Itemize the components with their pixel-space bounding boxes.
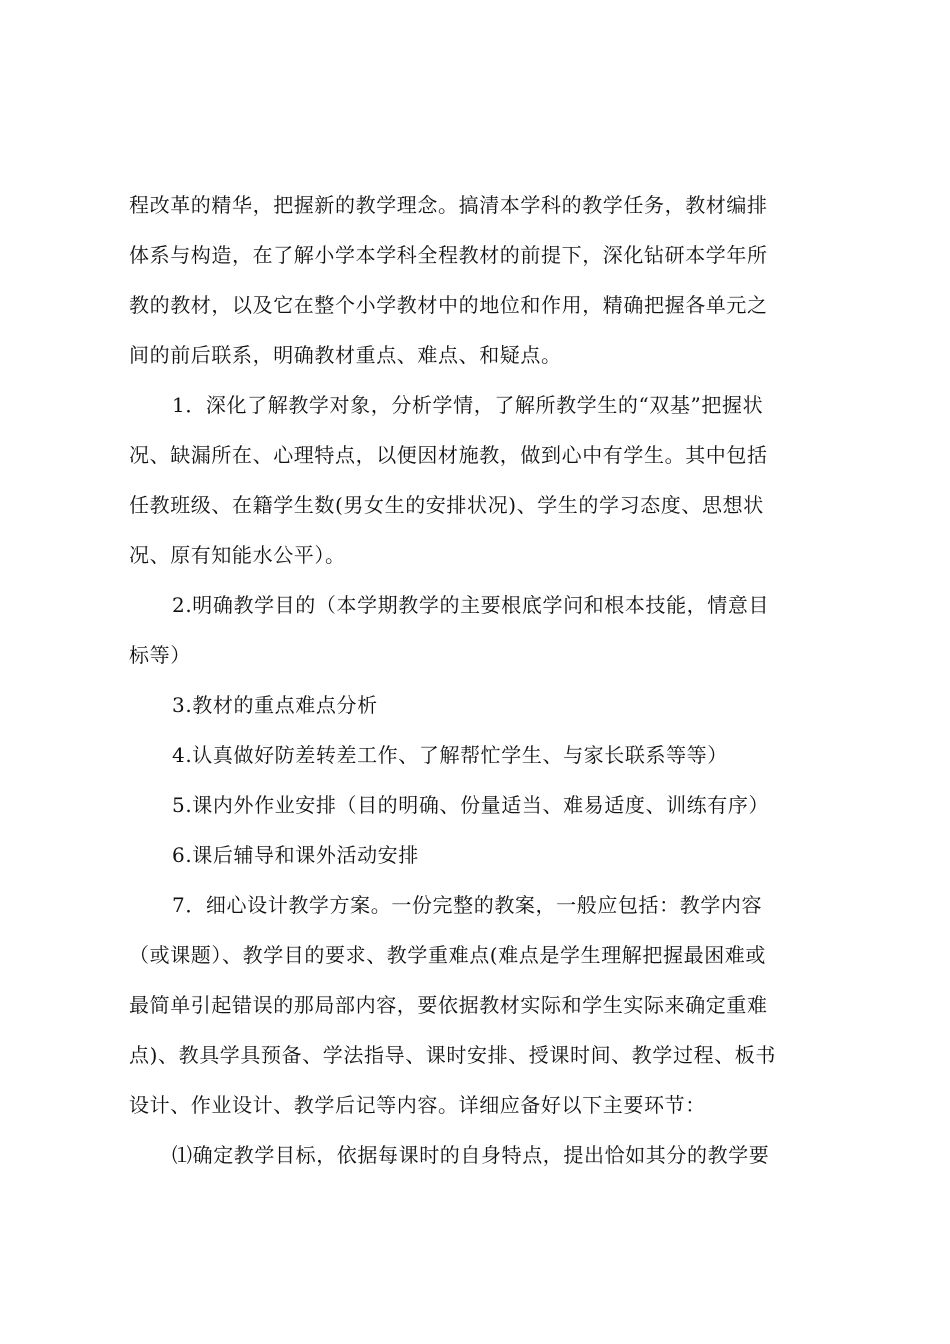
paragraph-line: 点)、教具学具预备、学法指导、课时安排、授课时间、教学过程、板书 — [129, 1043, 777, 1067]
paragraph-line: 2.明确教学目的（本学期教学的主要根底学问和根本技能，情意目 — [172, 593, 770, 617]
paragraph-line: 4.认真做好防差转差工作、了解帮忙学生、与家长联系等等） — [172, 743, 728, 767]
paragraph-line: 体系与构造，在了解小学本学科全程教材的前提下，深化钻研本学年所 — [129, 243, 768, 267]
paragraph-line: 1．深化了解教学对象，分析学情，了解所教学生的“双基”把握状 — [172, 393, 764, 417]
paragraph-line: 最简单引起错误的那局部内容，要依据教材实际和学生实际来确定重难 — [129, 993, 768, 1017]
paragraph-line: 标等） — [129, 643, 191, 667]
paragraph-line: 况、缺漏所在、心理特点，以便因材施教，做到心中有学生。其中包括 — [129, 443, 768, 467]
paragraph-line: （或课题）、教学目的要求、教学重难点(难点是学生理解把握最困难或 — [129, 943, 767, 967]
paragraph-line: 间的前后联系，明确教材重点、难点、和疑点。 — [129, 343, 562, 367]
paragraph-line: ⑴确定教学目标，依据每课时的自身特点，提出恰如其分的教学要 — [172, 1143, 770, 1167]
paragraph-line: 况、原有知能水公平）。 — [129, 543, 346, 567]
paragraph-line: 程改革的精华，把握新的教学理念。搞清本学科的教学任务，教材编排 — [129, 193, 768, 217]
paragraph-line: 教的教材，以及它在整个小学教材中的地位和作用，精确把握各单元之 — [129, 293, 768, 317]
paragraph-line: 6.课后辅导和课外活动安排 — [172, 843, 419, 867]
paragraph-line: 设计、作业设计、教学后记等内容。详细应备好以下主要环节： — [129, 1093, 706, 1117]
paragraph-line: 3.教材的重点难点分析 — [172, 693, 378, 717]
paragraph-line: 5.课内外作业安排（目的明确、份量适当、难易适度、训练有序） — [172, 793, 770, 817]
paragraph-line: 7．细心设计教学方案。一份完整的教案，一般应包括：教学内容 — [172, 893, 763, 917]
paragraph-line: 任教班级、在籍学生数(男女生的安排状况)、学生的学习态度、思想状 — [129, 493, 764, 517]
